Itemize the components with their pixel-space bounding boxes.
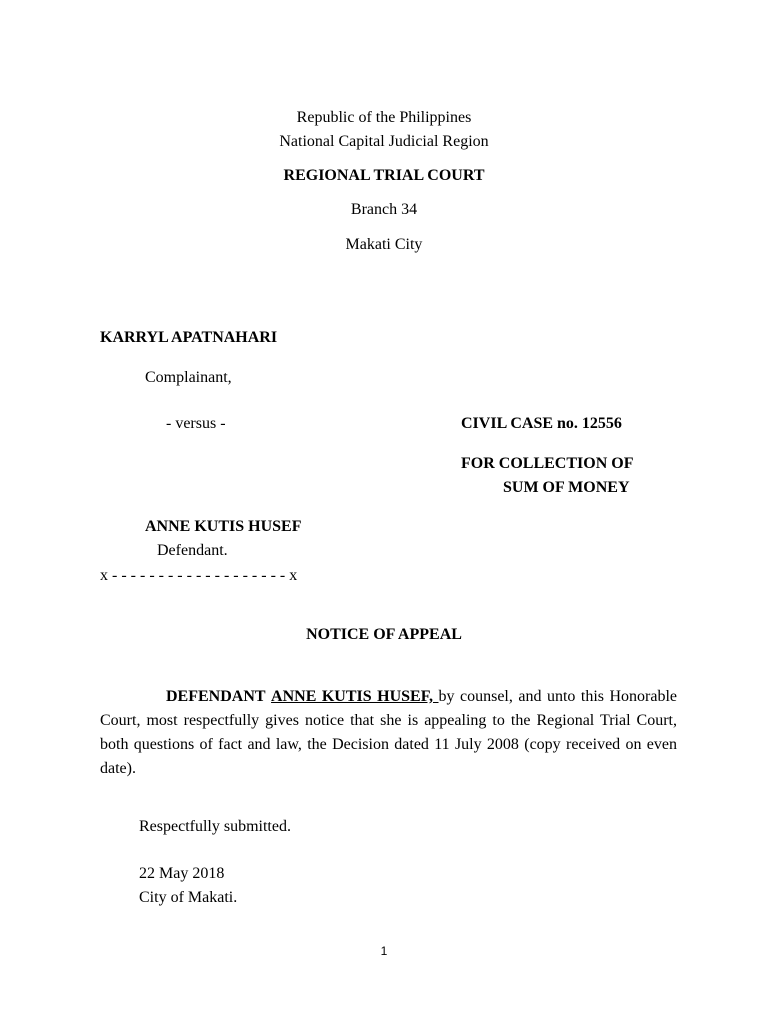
case-nature-line2: SUM OF MONEY xyxy=(503,479,630,496)
caption-separator: x - - - - - - - - - - - - - - - - - - - x xyxy=(100,567,298,584)
complainant-role: Complainant, xyxy=(145,369,232,386)
page-number: 1 xyxy=(380,944,388,958)
body-lead: DEFENDANT xyxy=(166,688,266,705)
header-city: Makati City xyxy=(345,236,423,253)
header-region: National Capital Judicial Region xyxy=(279,133,489,150)
versus-label: - versus - xyxy=(166,415,226,432)
closing-place: City of Makati. xyxy=(139,889,238,906)
body-paragraph xyxy=(100,685,677,781)
header-republic: Republic of the Philippines xyxy=(296,109,472,126)
header-court: REGIONAL TRIAL COURT xyxy=(283,167,485,184)
respectfully-submitted: Respectfully submitted. xyxy=(139,818,291,835)
closing-date: 22 May 2018 xyxy=(139,865,225,882)
body-text: by counsel, and unto this Honorable Court, most respectfully gives notice that she is appealing to the Regional Trial Court, both questions of fact and law, the Decision dated 11 July 2008 (copy received on even date). xyxy=(100,688,677,777)
case-number: CIVIL CASE no. 12556 xyxy=(461,415,622,432)
header-branch: Branch 34 xyxy=(350,201,418,218)
defendant-role: Defendant. xyxy=(157,542,228,559)
case-nature-line1: FOR COLLECTION OF xyxy=(461,455,634,472)
body-defendant-name: ANNE KUTIS HUSEF, xyxy=(271,688,439,705)
document-title: NOTICE OF APPEAL xyxy=(306,626,462,643)
defendant-name: ANNE KUTIS HUSEF xyxy=(145,518,302,535)
complainant-name: KARRYL APATNAHARI xyxy=(100,329,278,346)
